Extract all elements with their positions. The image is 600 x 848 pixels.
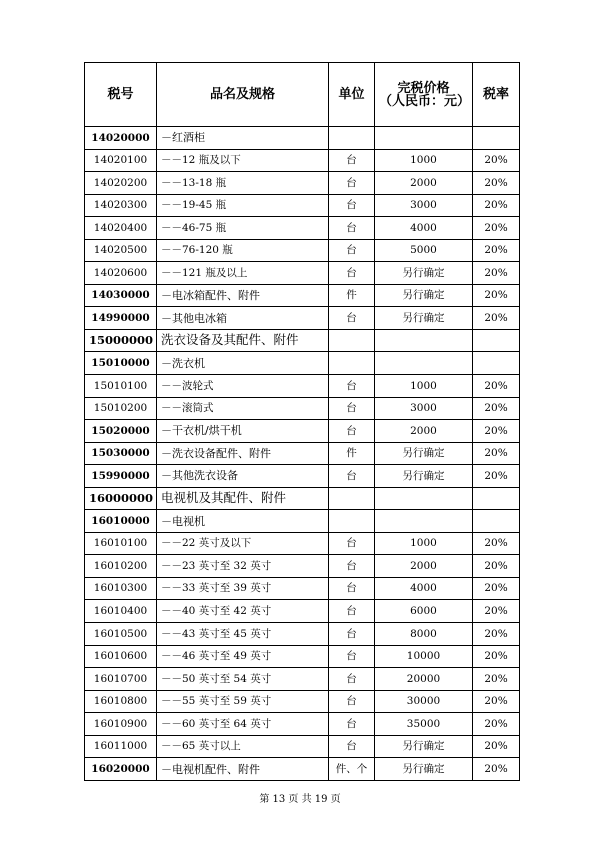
cell-price: 1000 (375, 532, 473, 555)
cell-code: 15030000 (85, 442, 157, 465)
cell-code: 15010000 (85, 352, 157, 375)
table-row (85, 352, 520, 375)
cell-price: 另行确定 (375, 284, 473, 307)
cell-code: 16010700 (85, 668, 157, 691)
cell-unit: 台 (329, 465, 375, 488)
cell-code: 14990000 (85, 307, 157, 330)
cell-code: 16010300 (85, 577, 157, 600)
cell-price: 2000 (375, 172, 473, 195)
cell-price: 4000 (375, 577, 473, 600)
cell-code: 14020600 (85, 262, 157, 285)
cell-code: 14020100 (85, 149, 157, 172)
cell-code: 16010500 (85, 623, 157, 646)
cell-name: －红酒柜 (157, 127, 329, 150)
cell-price (375, 487, 473, 510)
cell-rate: 20% (473, 532, 520, 555)
cell-name: －－19-45 瓶 (157, 194, 329, 217)
table-row (85, 442, 520, 465)
table-header (85, 63, 520, 127)
cell-rate: 20% (473, 465, 520, 488)
cell-price: 30000 (375, 690, 473, 713)
cell-name: －－22 英寸及以下 (157, 532, 329, 555)
table-row (85, 532, 520, 555)
cell-unit: 台 (329, 713, 375, 736)
cell-unit (329, 127, 375, 150)
cell-code: 15990000 (85, 465, 157, 488)
cell-unit: 台 (329, 194, 375, 217)
cell-price (375, 329, 473, 352)
table-row (85, 690, 520, 713)
cell-price (375, 352, 473, 375)
cell-code: 16010000 (85, 510, 157, 533)
cell-unit: 件、个 (329, 758, 375, 781)
cell-price: 另行确定 (375, 442, 473, 465)
cell-price: 另行确定 (375, 465, 473, 488)
cell-rate (473, 329, 520, 352)
cell-unit (329, 487, 375, 510)
cell-price: 2000 (375, 420, 473, 443)
cell-unit (329, 510, 375, 533)
cell-unit: 台 (329, 239, 375, 262)
table-row (85, 397, 520, 420)
cell-unit: 台 (329, 375, 375, 398)
cell-name: －－滚筒式 (157, 397, 329, 420)
cell-unit: 台 (329, 555, 375, 578)
cell-price: 另行确定 (375, 758, 473, 781)
table-row (85, 555, 520, 578)
cell-name: －干衣机/烘干机 (157, 420, 329, 443)
cell-code: 15010100 (85, 375, 157, 398)
cell-rate: 20% (473, 194, 520, 217)
cell-price: 6000 (375, 600, 473, 623)
cell-price: 5000 (375, 239, 473, 262)
cell-price: 另行确定 (375, 307, 473, 330)
table-row (85, 149, 520, 172)
cell-name: －－60 英寸至 64 英寸 (157, 713, 329, 736)
cell-name: －电视机 (157, 510, 329, 533)
table-row (85, 420, 520, 443)
cell-unit: 台 (329, 645, 375, 668)
cell-price: 8000 (375, 623, 473, 646)
cell-code: 14020200 (85, 172, 157, 195)
cell-unit: 台 (329, 532, 375, 555)
table-row (85, 329, 520, 352)
cell-name: －－12 瓶及以下 (157, 149, 329, 172)
cell-rate: 20% (473, 307, 520, 330)
table-row (85, 577, 520, 600)
cell-unit: 台 (329, 307, 375, 330)
cell-name: －－121 瓶及以上 (157, 262, 329, 285)
page-number: 第 13 页 共 19 页 (259, 794, 341, 805)
cell-rate: 20% (473, 262, 520, 285)
cell-rate: 20% (473, 149, 520, 172)
cell-name: 电视机及其配件、附件 (157, 487, 329, 510)
cell-rate (473, 487, 520, 510)
cell-name: －－76-120 瓶 (157, 239, 329, 262)
tariff-table (84, 62, 520, 781)
table-row (85, 217, 520, 240)
table-row (85, 262, 520, 285)
cell-price: 另行确定 (375, 262, 473, 285)
cell-name: －－波轮式 (157, 375, 329, 398)
cell-unit: 台 (329, 217, 375, 240)
cell-code: 16010900 (85, 713, 157, 736)
cell-unit: 台 (329, 690, 375, 713)
cell-code: 14030000 (85, 284, 157, 307)
cell-name: －－46-75 瓶 (157, 217, 329, 240)
cell-price: 3000 (375, 194, 473, 217)
cell-rate: 20% (473, 577, 520, 600)
cell-name: －－13-18 瓶 (157, 172, 329, 195)
cell-code: 15010200 (85, 397, 157, 420)
header-price-line1: 完税价格 (397, 80, 450, 96)
cell-name: －洗衣机 (157, 352, 329, 375)
table-row (85, 194, 520, 217)
table-row (85, 645, 520, 668)
cell-unit: 台 (329, 668, 375, 691)
cell-unit: 台 (329, 735, 375, 758)
table-row (85, 600, 520, 623)
cell-name: －－46 英寸至 49 英寸 (157, 645, 329, 668)
table-row (85, 127, 520, 150)
table-row (85, 284, 520, 307)
table-row (85, 735, 520, 758)
cell-name: －洗衣设备配件、附件 (157, 442, 329, 465)
cell-rate (473, 127, 520, 150)
cell-code: 16010800 (85, 690, 157, 713)
cell-rate: 20% (473, 375, 520, 398)
cell-code: 15000000 (85, 329, 157, 352)
cell-name: －－50 英寸至 54 英寸 (157, 668, 329, 691)
cell-rate: 20% (473, 668, 520, 691)
cell-name: －－33 英寸至 39 英寸 (157, 577, 329, 600)
cell-price: 2000 (375, 555, 473, 578)
cell-code: 16011000 (85, 735, 157, 758)
cell-unit: 台 (329, 149, 375, 172)
table-row (85, 375, 520, 398)
cell-price (375, 510, 473, 533)
cell-code: 14020500 (85, 239, 157, 262)
cell-unit: 件 (329, 284, 375, 307)
cell-price: 35000 (375, 713, 473, 736)
cell-name: －－65 英寸以上 (157, 735, 329, 758)
cell-rate: 20% (473, 623, 520, 646)
table-row (85, 487, 520, 510)
cell-unit: 台 (329, 397, 375, 420)
table-row (85, 623, 520, 646)
header-price-line2: （人民币：元） (379, 93, 471, 109)
cell-rate: 20% (473, 758, 520, 781)
cell-code: 16000000 (85, 487, 157, 510)
cell-unit: 台 (329, 262, 375, 285)
table-row (85, 307, 520, 330)
header-price (375, 63, 473, 127)
cell-name: －电视机配件、附件 (157, 758, 329, 781)
cell-name: 洗衣设备及其配件、附件 (157, 329, 329, 352)
cell-unit: 台 (329, 420, 375, 443)
cell-name: －－23 英寸至 32 英寸 (157, 555, 329, 578)
cell-price: 10000 (375, 645, 473, 668)
cell-rate (473, 510, 520, 533)
cell-name: －其他电冰箱 (157, 307, 329, 330)
cell-unit: 件 (329, 442, 375, 465)
cell-rate: 20% (473, 217, 520, 240)
cell-code: 16020000 (85, 758, 157, 781)
cell-unit (329, 352, 375, 375)
cell-rate: 20% (473, 645, 520, 668)
cell-rate: 20% (473, 284, 520, 307)
table-row (85, 239, 520, 262)
header-unit: 单位 (329, 63, 375, 127)
cell-unit (329, 329, 375, 352)
table-row (85, 172, 520, 195)
header-code: 税号 (85, 63, 157, 127)
cell-rate: 20% (473, 555, 520, 578)
cell-name: －电冰箱配件、附件 (157, 284, 329, 307)
cell-code: 16010400 (85, 600, 157, 623)
cell-rate: 20% (473, 713, 520, 736)
cell-rate: 20% (473, 690, 520, 713)
cell-unit: 台 (329, 623, 375, 646)
cell-price: 3000 (375, 397, 473, 420)
cell-rate: 20% (473, 735, 520, 758)
table-body (85, 127, 520, 781)
header-row (85, 63, 520, 127)
table-row (85, 713, 520, 736)
cell-name: －－55 英寸至 59 英寸 (157, 690, 329, 713)
cell-name: －－43 英寸至 45 英寸 (157, 623, 329, 646)
header-rate: 税率 (473, 63, 520, 127)
cell-rate (473, 352, 520, 375)
cell-price (375, 127, 473, 150)
header-name: 品名及规格 (157, 63, 329, 127)
cell-code: 14020000 (85, 127, 157, 150)
table-row (85, 758, 520, 781)
cell-rate: 20% (473, 239, 520, 262)
table-row (85, 510, 520, 533)
cell-unit: 台 (329, 172, 375, 195)
cell-name: －－40 英寸至 42 英寸 (157, 600, 329, 623)
cell-code: 16010600 (85, 645, 157, 668)
cell-price: 1000 (375, 375, 473, 398)
cell-unit: 台 (329, 577, 375, 600)
cell-code: 14020400 (85, 217, 157, 240)
cell-rate: 20% (473, 442, 520, 465)
cell-rate: 20% (473, 600, 520, 623)
table-row (85, 465, 520, 488)
cell-code: 14020300 (85, 194, 157, 217)
table-row (85, 668, 520, 691)
cell-price: 1000 (375, 149, 473, 172)
cell-code: 16010200 (85, 555, 157, 578)
cell-name: －其他洗衣设备 (157, 465, 329, 488)
cell-rate: 20% (473, 420, 520, 443)
cell-price: 20000 (375, 668, 473, 691)
cell-price: 4000 (375, 217, 473, 240)
cell-rate: 20% (473, 397, 520, 420)
cell-code: 15020000 (85, 420, 157, 443)
cell-price: 另行确定 (375, 735, 473, 758)
cell-unit: 台 (329, 600, 375, 623)
cell-code: 16010100 (85, 532, 157, 555)
cell-rate: 20% (473, 172, 520, 195)
